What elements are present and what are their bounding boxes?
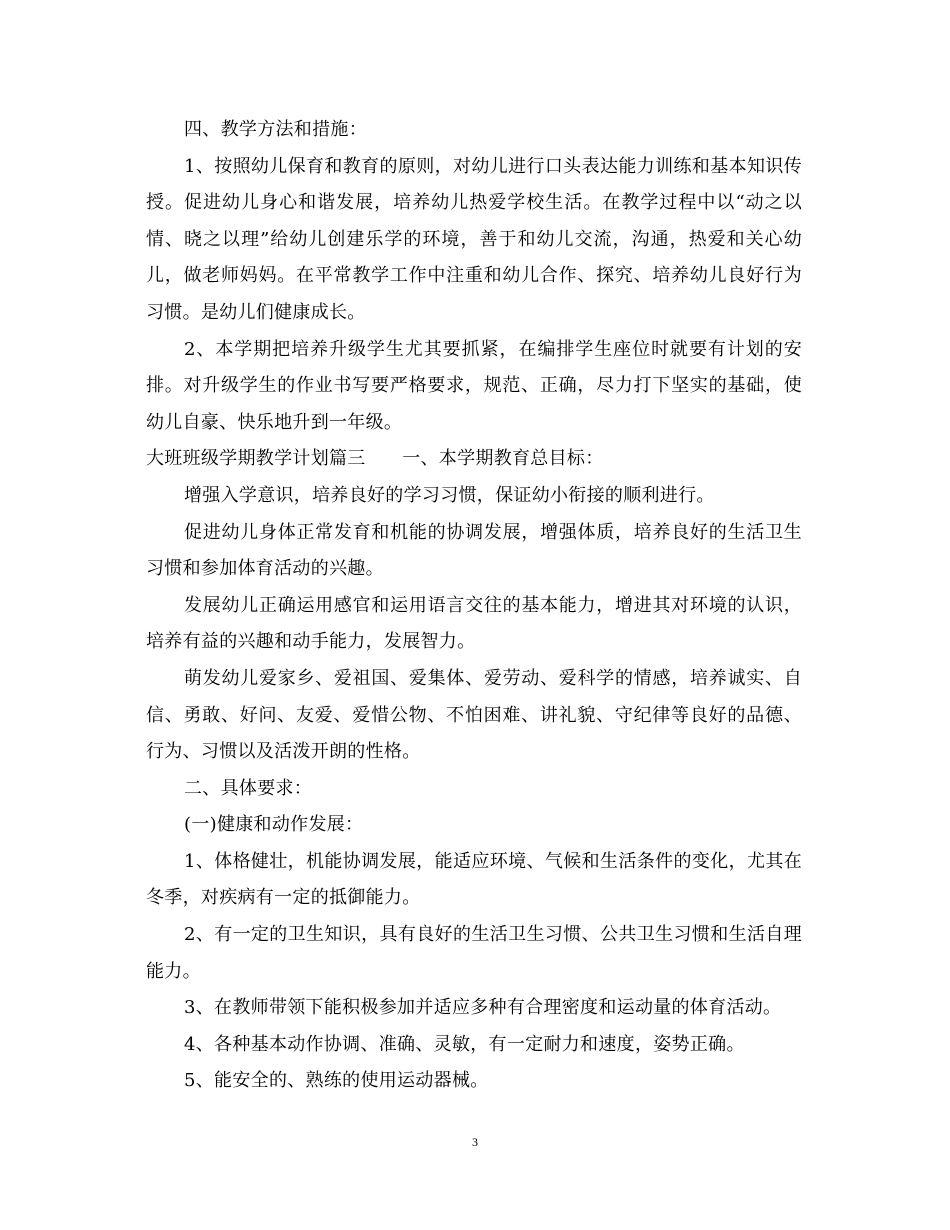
paragraph-goal-2: 促进幼儿身体正常发育和机能的协调发展，增强体质，培养良好的生活卫生习惯和参加体育活动的兴趣。 (146, 521, 802, 580)
paragraph-goal-4: 萌发幼儿爱家乡、爱祖国、爱集体、爱劳动、爱科学的情感，培养诚实、自信、勇敢、好问、友爱、爱惜公物、不怕困难、讲礼貌、守纪律等良好的品德、行为、习惯以及活泼开朗的性格。 (146, 667, 802, 763)
paragraph-method-2: 2、本学期把培养升级学生尤其要抓紧，在编排学生座位时就要有计划的安排。对升级学生的作业书写要严格要求，规范、正确，尽力打下坚实的基础，使幼儿自豪、快乐地升到一年级。 (146, 338, 802, 433)
section-title-plan-three: 大班班级学期教学计划篇三 一、本学期教育总目标： (146, 448, 604, 470)
paragraph-method-1: 1、按照幼儿保育和教育的原则，对幼儿进行口头表达能力训练和基本知识传授。促进幼儿身心和谐发展，培养幼儿热爱学校生活。在教学过程中以“动之以情、晓之以理”给幼儿创建乐学的环境，善于和幼儿交流，沟通，热爱和关心幼儿，做老师妈妈。在平常教学工作中注重和幼儿合作、探究、培养幼儿良好行为习惯。是幼儿们健康成长。 (146, 155, 802, 323)
paragraph-subheading-health: (一)健康和动作发展： (184, 814, 364, 836)
paragraph-heading-requirements: 二、具体要求： (184, 777, 313, 799)
paragraph-goal-3: 发展幼儿正确运用感官和运用语言交往的基本能力，增进其对环境的认识，培养有益的兴趣和动手能力，发展智力。 (146, 594, 802, 653)
paragraph-heading-methods: 四、教学方法和措施： (184, 119, 367, 140)
paragraph-requirement-2: 2、有一定的卫生知识，具有良好的生活卫生习惯、公共卫生习惯和生活自理能力。 (146, 924, 802, 982)
paragraph-requirement-4: 4、各种基本动作协调、准确、灵敏，有一定耐力和速度，姿势正确。 (184, 1033, 745, 1055)
paragraph-goal-1: 增强入学意识，培养良好的学习习惯，保证幼小衔接的顺利进行。 (184, 484, 715, 506)
paragraph-requirement-3: 3、在教师带领下能积极参加并适应多种有合理密度和运动量的体育活动。 (184, 997, 782, 1019)
page-number: 3 (472, 1135, 478, 1149)
document-body (146, 112, 802, 1100)
paragraph-requirement-5: 5、能安全的、熟练的使用运动器械。 (184, 1070, 489, 1092)
paragraph-requirement-1: 1、体格健壮，机能协调发展，能适应环境、气候和生活条件的变化，尤其在冬季，对疾病有一定的抵御能力。 (146, 850, 802, 909)
